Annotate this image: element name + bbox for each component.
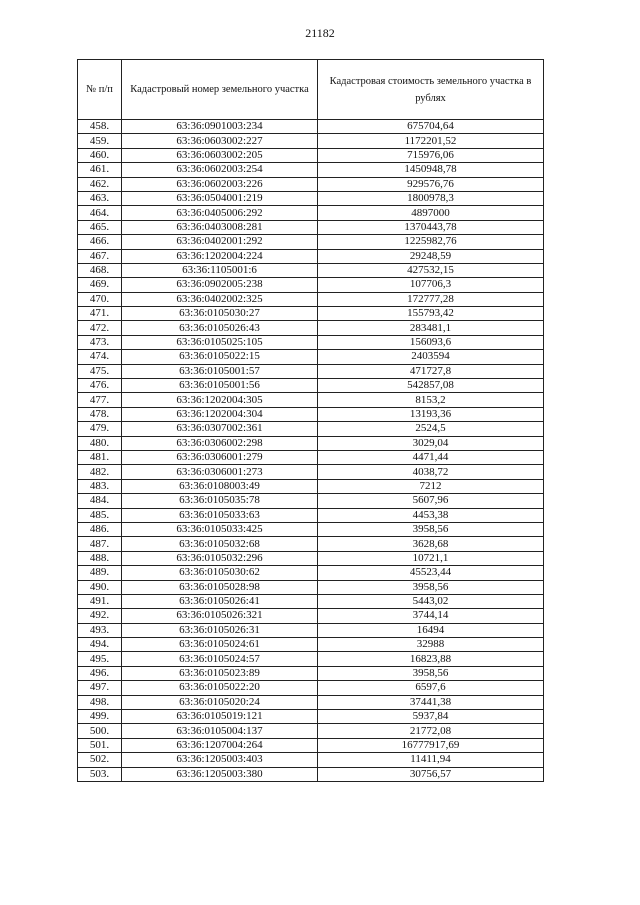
cadastral-number-cell: 63:36:0105033:425: [122, 522, 318, 536]
table-row: [78, 235, 544, 249]
cadastral-number-cell: 63:36:0105032:68: [122, 537, 318, 551]
row-number-cell: 484.: [78, 494, 122, 508]
cadastral-number-cell: 63:36:0402002:325: [122, 292, 318, 306]
cadastral-number-cell: 63:36:0105026:31: [122, 623, 318, 637]
row-number-cell: 477.: [78, 393, 122, 407]
row-number-cell: 481.: [78, 450, 122, 464]
cadastral-value-cell: 21772,08: [318, 724, 544, 738]
cadastral-number-cell: 63:36:0105030:27: [122, 307, 318, 321]
cadastral-number-cell: 63:36:0105004:137: [122, 724, 318, 738]
row-number-cell: 478.: [78, 407, 122, 421]
cadastral-value-cell: 37441,38: [318, 695, 544, 709]
cadastral-value-cell: 715976,06: [318, 148, 544, 162]
row-number-cell: 461.: [78, 163, 122, 177]
cadastral-value-cell: 5607,96: [318, 494, 544, 508]
table-row: [78, 120, 544, 134]
row-number-cell: 475.: [78, 364, 122, 378]
cadastral-number-cell: 63:36:0602003:226: [122, 177, 318, 191]
table-row: [78, 638, 544, 652]
table-row: [78, 710, 544, 724]
row-number-cell: 467.: [78, 249, 122, 263]
cadastral-value-cell: 172777,28: [318, 292, 544, 306]
row-number-cell: 493.: [78, 623, 122, 637]
cadastral-value-cell: 16777917,69: [318, 738, 544, 752]
cadastral-value-cell: 16823,88: [318, 652, 544, 666]
row-number-cell: 490.: [78, 580, 122, 594]
cadastral-number-cell: 63:36:1207004:264: [122, 738, 318, 752]
table-row: [78, 652, 544, 666]
row-number-cell: 466.: [78, 235, 122, 249]
cadastral-number-cell: 63:36:1205003:403: [122, 753, 318, 767]
cadastral-value-table: [77, 59, 544, 782]
table-row: [78, 465, 544, 479]
cadastral-number-cell: 63:36:0105026:41: [122, 594, 318, 608]
table-row: [78, 278, 544, 292]
cadastral-value-cell: 542857,08: [318, 379, 544, 393]
row-number-cell: 471.: [78, 307, 122, 321]
cadastral-value-cell: 5443,02: [318, 594, 544, 608]
cadastral-value-cell: 5937,84: [318, 710, 544, 724]
table-row: [78, 263, 544, 277]
cadastral-value-cell: 1370443,78: [318, 220, 544, 234]
table-row: [78, 335, 544, 349]
cadastral-number-cell: 63:36:0901003:234: [122, 120, 318, 134]
cadastral-number-cell: 63:36:0105024:61: [122, 638, 318, 652]
row-number-cell: 459.: [78, 134, 122, 148]
row-number-cell: 499.: [78, 710, 122, 724]
cadastral-value-cell: 30756,57: [318, 767, 544, 781]
cadastral-number-cell: 63:36:0306001:279: [122, 450, 318, 464]
table-row: [78, 163, 544, 177]
row-number-cell: 483.: [78, 479, 122, 493]
row-number-cell: 495.: [78, 652, 122, 666]
header-cadastral-number: Кадастровый номер земельного участка: [122, 60, 318, 120]
row-number-cell: 469.: [78, 278, 122, 292]
cadastral-value-cell: 29248,59: [318, 249, 544, 263]
row-number-cell: 480.: [78, 436, 122, 450]
table-row: [78, 292, 544, 306]
table-row: [78, 566, 544, 580]
cadastral-number-cell: 63:36:0902005:238: [122, 278, 318, 292]
cadastral-number-cell: 63:36:0105022:15: [122, 350, 318, 364]
row-number-cell: 496.: [78, 666, 122, 680]
cadastral-number-cell: 63:36:0504001:219: [122, 191, 318, 205]
row-number-cell: 501.: [78, 738, 122, 752]
cadastral-value-cell: 7212: [318, 479, 544, 493]
cadastral-value-cell: 11411,94: [318, 753, 544, 767]
row-number-cell: 470.: [78, 292, 122, 306]
table-row: [78, 609, 544, 623]
cadastral-value-cell: 107706,3: [318, 278, 544, 292]
header-row-number: № п/п: [78, 60, 122, 120]
cadastral-number-cell: 63:36:0105026:321: [122, 609, 318, 623]
row-number-cell: 494.: [78, 638, 122, 652]
cadastral-value-cell: 2403594: [318, 350, 544, 364]
row-number-cell: 482.: [78, 465, 122, 479]
cadastral-number-cell: 63:36:0602003:254: [122, 163, 318, 177]
cadastral-number-cell: 63:36:0105001:57: [122, 364, 318, 378]
cadastral-number-cell: 63:36:0105022:20: [122, 681, 318, 695]
cadastral-value-cell: 929576,76: [318, 177, 544, 191]
row-number-cell: 460.: [78, 148, 122, 162]
row-number-cell: 502.: [78, 753, 122, 767]
row-number-cell: 500.: [78, 724, 122, 738]
row-number-cell: 476.: [78, 379, 122, 393]
table-row: [78, 551, 544, 565]
cadastral-number-cell: 63:36:0105020:24: [122, 695, 318, 709]
cadastral-value-cell: 4897000: [318, 206, 544, 220]
cadastral-value-cell: 1800978,3: [318, 191, 544, 205]
table-row: [78, 249, 544, 263]
cadastral-value-cell: 32988: [318, 638, 544, 652]
cadastral-number-cell: 63:36:0105001:56: [122, 379, 318, 393]
cadastral-number-cell: 63:36:0603002:227: [122, 134, 318, 148]
row-number-cell: 486.: [78, 522, 122, 536]
table-row: [78, 148, 544, 162]
cadastral-value-cell: 16494: [318, 623, 544, 637]
cadastral-value-cell: 3744,14: [318, 609, 544, 623]
table-row: [78, 479, 544, 493]
cadastral-value-cell: 45523,44: [318, 566, 544, 580]
table-body: [78, 120, 544, 782]
table-row: [78, 738, 544, 752]
table-row: [78, 134, 544, 148]
table-row: [78, 321, 544, 335]
row-number-cell: 473.: [78, 335, 122, 349]
table-row: [78, 681, 544, 695]
cadastral-number-cell: 63:36:1105001:6: [122, 263, 318, 277]
cadastral-value-cell: 3029,04: [318, 436, 544, 450]
cadastral-number-cell: 63:36:0105023:89: [122, 666, 318, 680]
table-row: [78, 364, 544, 378]
table-row: [78, 191, 544, 205]
cadastral-value-cell: 13193,36: [318, 407, 544, 421]
table-row: [78, 594, 544, 608]
cadastral-number-cell: 63:36:0306001:273: [122, 465, 318, 479]
table-row: [78, 220, 544, 234]
cadastral-number-cell: 63:36:0105028:98: [122, 580, 318, 594]
row-number-cell: 468.: [78, 263, 122, 277]
row-number-cell: 488.: [78, 551, 122, 565]
row-number-cell: 487.: [78, 537, 122, 551]
table-row: [78, 177, 544, 191]
table-row: [78, 767, 544, 781]
row-number-cell: 491.: [78, 594, 122, 608]
table-row: [78, 350, 544, 364]
cadastral-value-cell: 1172201,52: [318, 134, 544, 148]
table-row: [78, 379, 544, 393]
cadastral-value-cell: 3628,68: [318, 537, 544, 551]
cadastral-value-cell: 10721,1: [318, 551, 544, 565]
cadastral-number-cell: 63:36:0405006:292: [122, 206, 318, 220]
table-row: [78, 407, 544, 421]
table-row: [78, 494, 544, 508]
cadastral-value-cell: 155793,42: [318, 307, 544, 321]
cadastral-value-cell: 283481,1: [318, 321, 544, 335]
cadastral-value-cell: 3958,56: [318, 666, 544, 680]
table-row: [78, 580, 544, 594]
table-row: [78, 422, 544, 436]
row-number-cell: 458.: [78, 120, 122, 134]
cadastral-number-cell: 63:36:0403008:281: [122, 220, 318, 234]
table-row: [78, 393, 544, 407]
cadastral-value-cell: 6597,6: [318, 681, 544, 695]
row-number-cell: 503.: [78, 767, 122, 781]
row-number-cell: 485.: [78, 508, 122, 522]
row-number-cell: 489.: [78, 566, 122, 580]
cadastral-number-cell: 63:36:1202004:224: [122, 249, 318, 263]
row-number-cell: 465.: [78, 220, 122, 234]
cadastral-number-cell: 63:36:0105024:57: [122, 652, 318, 666]
cadastral-value-cell: 4471,44: [318, 450, 544, 464]
cadastral-value-cell: 156093,6: [318, 335, 544, 349]
cadastral-number-cell: 63:36:1202004:304: [122, 407, 318, 421]
table-row: [78, 508, 544, 522]
cadastral-value-cell: 675704,64: [318, 120, 544, 134]
cadastral-value-cell: 1450948,78: [318, 163, 544, 177]
cadastral-number-cell: 63:36:0105030:62: [122, 566, 318, 580]
row-number-cell: 472.: [78, 321, 122, 335]
cadastral-number-cell: 63:36:1205003:380: [122, 767, 318, 781]
cadastral-number-cell: 63:36:0402001:292: [122, 235, 318, 249]
header-cadastral-value: Кадастровая стоимость земельного участка в рублях: [318, 60, 544, 120]
cadastral-value-cell: 8153,2: [318, 393, 544, 407]
row-number-cell: 479.: [78, 422, 122, 436]
row-number-cell: 463.: [78, 191, 122, 205]
table-row: [78, 537, 544, 551]
cadastral-value-cell: 427532,15: [318, 263, 544, 277]
table-row: [78, 307, 544, 321]
table-row: [78, 724, 544, 738]
table-row: [78, 450, 544, 464]
row-number-cell: 464.: [78, 206, 122, 220]
cadastral-number-cell: 63:36:0105035:78: [122, 494, 318, 508]
cadastral-number-cell: 63:36:0603002:205: [122, 148, 318, 162]
cadastral-number-cell: 63:36:0108003:49: [122, 479, 318, 493]
row-number-cell: 462.: [78, 177, 122, 191]
cadastral-number-cell: 63:36:0306002:298: [122, 436, 318, 450]
cadastral-value-cell: 2524,5: [318, 422, 544, 436]
cadastral-value-cell: 4038,72: [318, 465, 544, 479]
cadastral-value-cell: 3958,56: [318, 522, 544, 536]
table-header-row: [78, 60, 544, 120]
cadastral-number-cell: 63:36:1202004:305: [122, 393, 318, 407]
row-number-cell: 497.: [78, 681, 122, 695]
cadastral-value-cell: 3958,56: [318, 580, 544, 594]
cadastral-number-cell: 63:36:0105019:121: [122, 710, 318, 724]
table-row: [78, 436, 544, 450]
table-row: [78, 695, 544, 709]
table-row: [78, 666, 544, 680]
cadastral-number-cell: 63:36:0307002:361: [122, 422, 318, 436]
cadastral-value-cell: 1225982,76: [318, 235, 544, 249]
table-row: [78, 206, 544, 220]
cadastral-value-cell: 471727,8: [318, 364, 544, 378]
table-row: [78, 753, 544, 767]
cadastral-number-cell: 63:36:0105033:63: [122, 508, 318, 522]
cadastral-number-cell: 63:36:0105026:43: [122, 321, 318, 335]
row-number-cell: 474.: [78, 350, 122, 364]
page-number: 21182: [305, 26, 335, 40]
cadastral-number-cell: 63:36:0105025:105: [122, 335, 318, 349]
cadastral-number-cell: 63:36:0105032:296: [122, 551, 318, 565]
table-row: [78, 522, 544, 536]
row-number-cell: 492.: [78, 609, 122, 623]
cadastral-value-cell: 4453,38: [318, 508, 544, 522]
table-row: [78, 623, 544, 637]
row-number-cell: 498.: [78, 695, 122, 709]
